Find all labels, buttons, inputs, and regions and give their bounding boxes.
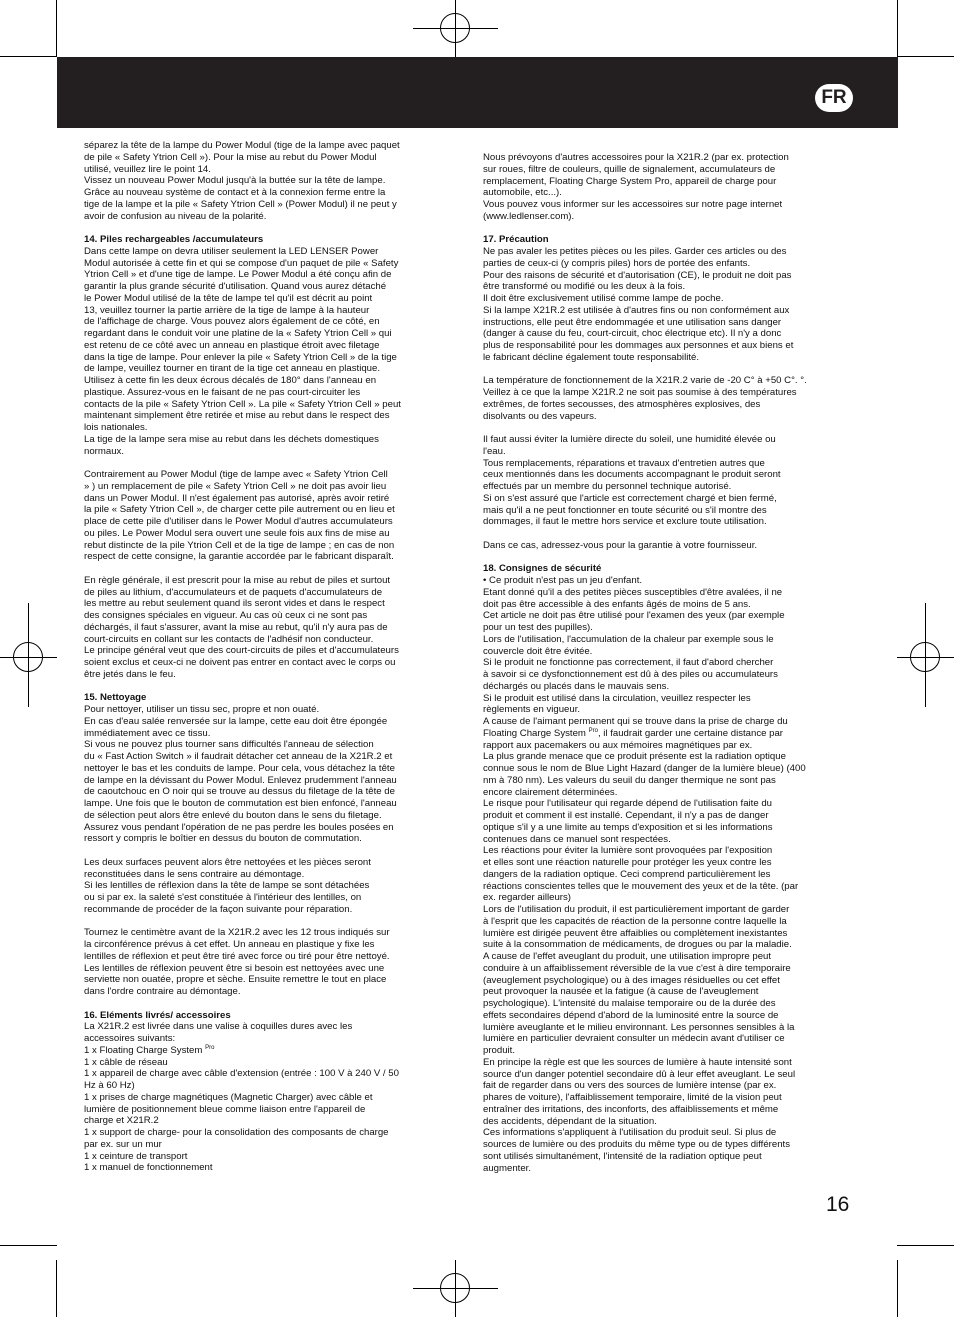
section-17-paragraph: La température de fonctionnement de la X21R.2 varie de -20 C° à +50 C°. °. Veillez à ce que la lampe X21R.2 ne soit pas soumise à des températures extrêmes, de fortes secousses, des atmosphères explosives, des disolvants ou des vapeurs. xyxy=(483,375,807,422)
section-15-paragraph: Pour nettoyer, utiliser un tissu sec, propre et non ouaté. En cas d'eau salée renversée sur la lampe, cette eau doit être épongée immédiatement avec ce tissu. Si vous ne pouvez plus tourner sans difficultés l'anneau de sélection du « Fast Action Switch » il faudrait détacher cet anneau de la X21R.2 et nettoyer le bas et les conduits de lampe. Pour cela, vous détachez la tête de lampe en la dévissant du Power Modul. Enlevez prudemment l'anneau de caoutchouc en O noir qui se trouve au dessus du filetage de la tête de lampe. Une fois que le bouton de commutation est bien enfoncé, l'anneau de sélection peut alors être enlevé du bouton dans le sens du filetage. Assurez vous pendant l'opération de ne pas perdre les boules posées en ressort y compris le boîtier en dessus du bouton de commutation. xyxy=(84,704,397,845)
section-17-title: 17. Précaution xyxy=(483,234,549,246)
page-number: 16 xyxy=(826,1193,850,1216)
section-14-paragraph: Dans cette lampe on devra utiliser seulement la LED LENSER Power Modul autorisée à cette fin et qui se compose d'un paquet de pile « Safety Ytrion Cell » et d'une tige de lampe. Le Power Modul a été conçu afin de garantir la plus grande sécurité d'utilisation. Quand vous aurez détaché le Power Modul utilisé de la tête de lampe tel qu'il est décrit au point 13, veuillez tourner la partie arrière de la tige de lampe à la hauteur de l'affichage de charge. Vous pouvez alors également de ce côté, en regardant dans le conduit voir une platine de la « Safety Ytrion Cell » qui est retenu de ce côté avec un anneau en plastique étroit avec filetage dans la tige de lampe. Pour enlever la pile « Safety Ytrion Cell » de la tige de lampe, veuillez tourner en tirant de la tige cet anneau en plastique. Utilisez à cette fin les deux écrous décalés de 180° dans l'anneau en plastique. Assurez-vous en le faisant de ne pas court-circuiter les contacts de la pile « Safety Ytrion Cell ». La pile « Safety Ytrion Cell » peut maintenant simplement être retirée et mise au rebut dans le respect des lois nationales. La tige de la lampe sera mise au rebut dans les déchets domestiques normaux. xyxy=(84,245,401,457)
crop-mark xyxy=(56,1260,57,1317)
crop-mark xyxy=(56,0,57,57)
crop-mark xyxy=(0,1245,57,1246)
crop-mark xyxy=(897,1245,954,1246)
intro-paragraph: séparez la tête de la lampe du Power Modul (tige de la lampe avec paquet de pile « Safety Ytrion Cell »). Pour la mise au rebut du Power Modul utilisé, veuillez lire le point 14. Vissez un nouveau Power Modul jusqu'à la buttée sur la tête de lampe. Grâce au nouveau système de contact et à la connexion ferme entre la tige de la lampe et la pile « Safety Ytrion Cell » (Power Modul) il ne peut y avoir de confusion au niveau de la polarité. xyxy=(84,140,400,222)
superscript: Pro xyxy=(205,1044,215,1051)
section-16-intro: La X21R.2 est livrée dans une valise à coquilles dures avec les accessoires suivants: xyxy=(84,1021,353,1044)
registration-circle-icon xyxy=(13,642,43,672)
crop-mark xyxy=(897,0,898,57)
section-18-paragraph: rapport aux pacemakers ou aux mémoires magnétiques par ex. La plus grande menace que ce produit présente est la radiation optique connue sous le nom de Blue Light Hazard (danger de la lumière bleue) (400 nm à 780 nm). Les valeurs du seuil du danger thermique ne sont pas encore clairement déterminées. Le risque pour l'utilisateur qui regarde dépend de l'utilisation faite du produit et comment il est installé. Cependant, il n'y a pas de danger optique s'il y a une limite au temps d'exposition et si les informations contenues dans ce manuel sont respectées. Les réactions pour éviter la lumière sont provoquées par l'exposition et elles sont une réaction naturelle pour protéger les yeux contre les dangers de la radiation optique. Ceci comprend particulièrement les réactions conscientes telles que le mouvement des yeux et de la tête. (par ex. regarder ailleurs) Lors de l'utilisation du produit, il est particulièrement important de garder à l'esprit que les capacités de réaction de la personne contre laquelle la lumière est dirigée peuvent être affaiblies ou complètement inexistantes suite à la consommation de médicaments, de drogues ou par la maladie. A cause de l'effet aveuglant du produit, une utilisation impropre peut conduire à un affaiblissement réversible de la vue c'est à dire temporaire (aveuglement psychologique) ou à des images résiduelles ou cet effet peut provoquer la nausée et la fatigue (à cause de l'aveuglement psychologique). L'intensité du malaise temporaire ou de la durée des effets secondaires dépend d'abord de la luminosité entre la source de lumière aveuglante et le milieu environnant. Les personnes sensibles à la lumière en particulier devraient consulter un médecin avant d'utiliser ce produit. En principe la règle est que les sources de lumière à haute intensité sont source d'un danger potentiel secondaire dû à leur effet aveuglant. Le seul fait de regarder dans ou vers des sources de lumière intense (par ex. phares de voiture), l'affaiblissement temporaire, limité de la vision peut entraîner des irritations, des inconforts, des affaiblissements et même des accidents, dépendant de la situation. Ces informations s'appliquent à l'utilisation du produit seul. Si plus de sources de lumière ou des produits du même type ou de types différents sont utilisés simultanément, l'intensité de la radiation optique peut augmenter. xyxy=(483,739,806,1174)
registration-circle-icon xyxy=(440,13,470,43)
crop-mark xyxy=(0,56,57,57)
section-18-paragraph: • Ce produit n'est pas un jeu d'enfant. Etant donné qu'il a des petites pièces susceptibles d'être avalées, il ne doit pas être accessible à des enfants âgés de moins de 5 ans. Cet article ne doit pas être utilisé pour l'examen des yeux (par exemple pour un test des pupilles). Lors de l'utilisation, l'accumulation de la chaleur par exemple sous le couvercle doit être évitée. Si le produit ne fonctionne pas correctement, il faut d'abord chercher à savoir si ce dysfonctionnement est dû à des piles ou accumulateurs déchargés ou placés dans le mauvais sens. Si le produit est utilisé dans la circulation, veuillez respecter les règlements en vigueur. A cause de l'aimant permanent qui se trouve dans la prise de charge du xyxy=(483,575,788,727)
crop-mark xyxy=(897,1260,898,1317)
section-15-paragraph: Les deux surfaces peuvent alors être nettoyées et les pièces seront reconstituées dans le sens contraire au démontage. Si les lentilles de réflexion dans la tête de lampe se sont détachées ou si par ex. la saleté s'est constituée à l'intérieur des lentilles, on recommande de procéder de la façon suivante pour réparation. xyxy=(84,856,371,915)
header-bar xyxy=(57,57,898,128)
section-18-title: 18. Consignes de sécurité xyxy=(483,563,602,575)
accessory-item-label: 1 x Floating Charge System xyxy=(84,1044,203,1056)
right-column xyxy=(483,152,859,1174)
section-17-paragraph: Il faut aussi éviter la lumière directe du soleil, une humidité élevée ou l'eau. Tous remplacements, réparations et travaux d'entretien autres que ceux mentionnés dans les documents accompagnant le produit seront effectués par un membre du personnel technique autorisé. Si on s'est assuré que l'article est correctement chargé et bien fermé, mais qu'il a ne peut fonctionner en toute sécurité ou s'il montre des dommages, il faut le mettre hors service et exclure toute utilisation. xyxy=(483,434,781,528)
superscript: Pro xyxy=(588,727,598,734)
section-17-paragraph: Ne pas avaler les petites pièces ou les piles. Garder ces articles ou des parties de ceux-ci (y compris piles) hors de portée des enfants. Pour des raisons de sécurité et d'autorisation (CE), le produit ne doit pas être transformé ou modifié ou les deux à la fois. Il doit être exclusivement utilisé comme lampe de poche. Si la lampe X21R.2 est utilisée à d'autres fins ou non conformément aux instructions, elle peut être endommagée et une utilisation sans danger (danger à cause du feu, court-circuit, choc électrique etc). Il n'y a donc plus de responsabilité pour les dommages aux personnes et aux biens et le fabricant décline également toute responsabilité. xyxy=(483,246,794,363)
registration-circle-icon xyxy=(440,1273,470,1303)
section-14-paragraph: Contrairement au Power Modul (tige de lampe avec « Safety Ytrion Cell » ) un remplacement de pile « Safety Ytrion Cell » ne doit pas avoir lieu dans un Power Modul. Il n'est également pas autorisé, après avoir retiré la pile « Safety Ytrion Cell », de charger cette pile autrement ou en lieu et place de cette pile d'utiliser dans le Power Modul d'autres accumulateurs ou piles. Le Power Modul sera ouvert une seule fois aux fins de mise au rebut distincte de la pile Ytrion Cell et de la tige de lampe ; en cas de non respect de cette consigne, la garantie accordée par le fabricant disparaît. xyxy=(84,469,395,563)
fcs-label: Floating Charge System xyxy=(483,727,586,739)
registration-circle-icon xyxy=(910,642,940,672)
section-14-paragraph: En règle générale, il est prescrit pour la mise au rebut de piles et surtout de piles au lithium, d'accumulateurs et de paquets d'accumulateurs de les mettre au rebut seulement quand ils seront vides et dans le respect des consignes spéciales en vigueur. Au cas où ceux ci ne sont pas déchargés, il faut s'assurer, avant la mise au rebut, qu'il n'y aura pas de court-circuits en collant sur les contacts de l'adhésif non conducteur. Le principe général veut que des court-circuits de piles et d'accumulateurs soient exclus et ceux-ci ne doivent pas entrer en contact avec le corps ou être jetés dans le feu. xyxy=(84,574,399,680)
language-badge: FR xyxy=(815,84,853,112)
section-15-paragraph: Tournez le centimètre avant de la X21R.2 avec les 12 trous indiqués sur la circonférence prévus à cet effet. Un anneau en plastique y fixe les lentilles de réflexion et peut être tiré avec force ou tiré pour être nettoyé. Les lentilles de réflexion peuvent être si besoin est nettoyées avec une serviette non ouatée, propre et sèche. Ensuite remettre le tout en place dans l'ordre contraire au démontage. xyxy=(84,927,390,997)
fcs-line-rest: , il faudrait garder une certaine distance par xyxy=(597,727,783,739)
section-17-paragraph: Dans ce cas, adressez-vous pour la garantie à votre fournisseur. xyxy=(483,539,758,551)
section-14-title: 14. Piles rechargeables /accumulateurs xyxy=(84,234,264,245)
section-18-line xyxy=(483,728,859,740)
left-column xyxy=(84,140,460,1174)
accessory-item xyxy=(84,1045,460,1057)
section-16-title: 16. Eléments livrés/ accessoires xyxy=(84,1009,231,1021)
accessories-paragraph: Nous prévoyons d'autres accessoires pour la X21R.2 (par ex. protection sur roues, filtre de couleurs, quille de signalement, accumulateurs de remplacement, Floating Charge System Pro, appareil de charge pour automobile, etc...). Vous pouvez vous informer sur les accessoires sur notre page internet (www.ledlenser.com). xyxy=(483,152,789,222)
accessory-list: 1 x câble de réseau 1 x appareil de charge avec câble d'extension (entrée : 100 V à 240 V / 50 Hz à 60 Hz) 1 x prises de charge magnétiques (Magnetic Charger) avec câble et lumière de positionnement bleue comme liaison entre l'appareil de charge et X21R.2 1 x support de charge- pour la consolidation des composants de charge par ex. sur un mur 1 x ceinture de transport 1 x manuel de fonctionnement xyxy=(84,1056,399,1174)
section-15-title: 15. Nettoyage xyxy=(84,692,147,704)
crop-mark xyxy=(897,56,954,57)
